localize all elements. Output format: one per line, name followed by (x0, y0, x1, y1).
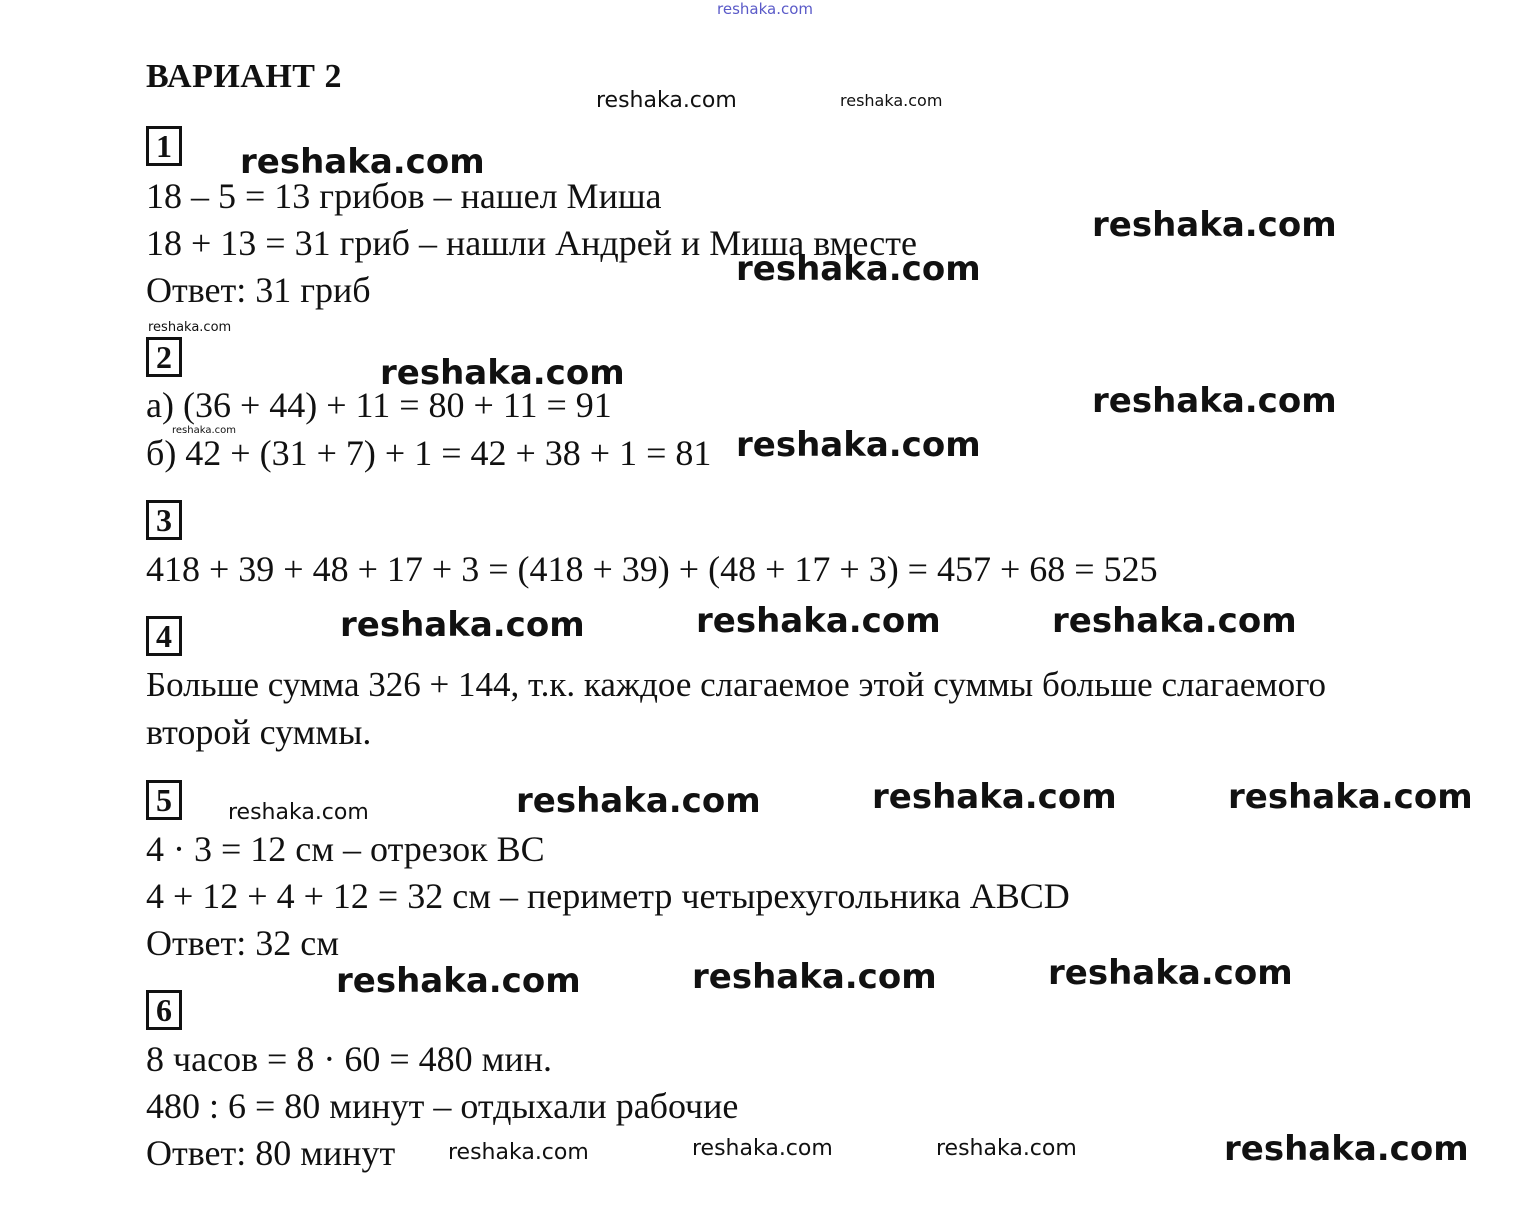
page-title: ВАРИАНТ 2 (146, 58, 342, 95)
task-5-answer: Ответ: 32 см (146, 923, 339, 963)
task-1-line-2: 18 + 13 = 31 гриб – нашли Андрей и Миша вместе (146, 223, 917, 263)
watermark: reshaka.com (228, 800, 369, 825)
watermark: reshaka.com (336, 961, 581, 1001)
watermark: reshaka.com (1228, 777, 1473, 817)
task-1-answer: Ответ: 31 гриб (146, 270, 371, 310)
watermark: reshaka.com (1092, 381, 1337, 421)
watermark: reshaka.com (1048, 953, 1293, 993)
task-3-line-1: 418 + 39 + 48 + 17 + 3 = (418 + 39) + (48 + 17 + 3) = 457 + 68 = 525 (146, 549, 1158, 589)
task-number-1: 1 (146, 126, 182, 166)
task-6-line-2: 480 : 6 = 80 минут – отдыхали рабочие (146, 1086, 739, 1126)
task-2-line-1: а) (36 + 44) + 11 = 80 + 11 = 91 (146, 385, 612, 425)
watermark: reshaka.com (872, 777, 1117, 817)
task-number-3: 3 (146, 500, 182, 540)
task-6-answer: Ответ: 80 минут (146, 1133, 396, 1173)
task-number-5: 5 (146, 780, 182, 820)
task-4-line-1: Больше сумма 326 + 144, т.к. каждое слагаемое этой суммы больше слагаемого (146, 665, 1327, 704)
task-5-line-1: 4 · 3 = 12 см – отрезок ВС (146, 829, 545, 869)
task-number-6: 6 (146, 990, 182, 1030)
watermark: reshaka.com (736, 249, 981, 289)
watermark: reshaka.com (736, 425, 981, 465)
task-4-line-2: второй суммы. (146, 712, 372, 752)
task-6-line-1: 8 часов = 8 · 60 = 480 мин. (146, 1039, 552, 1079)
watermark: reshaka.com (692, 957, 937, 997)
task-1-line-1: 18 – 5 = 13 грибов – нашел Миша (146, 176, 662, 216)
watermark: reshaka.com (1224, 1129, 1469, 1169)
watermark: reshaka.com (1052, 601, 1297, 641)
task-5-line-2: 4 + 12 + 4 + 12 = 32 см – периметр четырехугольника АВСD (146, 876, 1070, 916)
watermark: reshaka.com (340, 605, 585, 645)
task-2-line-2: б) 42 + (31 + 7) + 1 = 42 + 38 + 1 = 81 (146, 433, 712, 473)
watermark: reshaka.com (936, 1136, 1077, 1161)
task-number-4: 4 (146, 616, 182, 656)
task-number-2: 2 (146, 337, 182, 377)
watermark: reshaka.com (696, 601, 941, 641)
watermark: reshaka.com (172, 425, 236, 436)
watermark: reshaka.com (1300, 1211, 1364, 1222)
watermark: reshaka.com (240, 142, 485, 182)
watermark: reshaka.com (448, 1140, 589, 1165)
watermark: reshaka.com (1092, 205, 1337, 245)
watermark: reshaka.com (596, 88, 737, 113)
header-watermark: reshaka.com (717, 0, 813, 18)
watermark: reshaka.com (380, 353, 625, 393)
watermark: reshaka.com (692, 1136, 833, 1161)
watermark: reshaka.com (516, 781, 761, 821)
watermark: reshaka.com (148, 320, 232, 335)
watermark: reshaka.com (840, 91, 943, 110)
